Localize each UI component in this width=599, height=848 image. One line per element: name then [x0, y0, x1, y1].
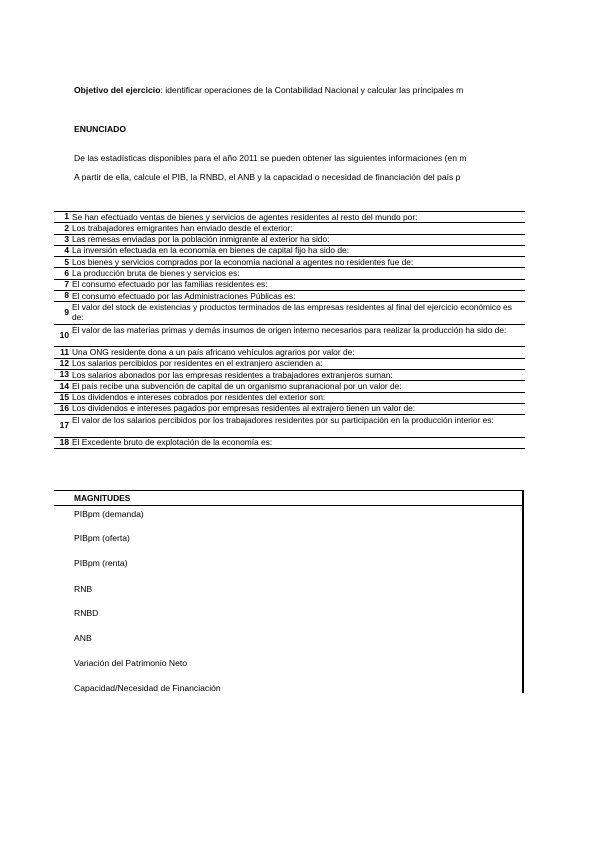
row-text: El Excedente bruto de explotación de la economía es:	[72, 437, 273, 448]
objective-line	[74, 85, 463, 96]
row-number: 14	[59, 380, 69, 391]
row-text: Los dividendos e intereses pagados por empresas residentes al extrajero tienen un valor de:	[72, 403, 416, 414]
table-row	[54, 415, 525, 438]
table-row	[54, 235, 525, 246]
table-row	[54, 268, 525, 279]
magnitude-item: PIBpm (renta)	[74, 558, 128, 568]
magnitudes-right-border	[522, 490, 524, 693]
table-row	[54, 223, 525, 234]
items-table	[54, 211, 525, 449]
row-number: 8	[64, 290, 69, 301]
row-number: 1	[64, 211, 69, 222]
magnitude-item: RNBD	[74, 608, 99, 618]
objective-text: : identificar operaciones de la Contabilidad Nacional y calcular las principales m	[160, 85, 464, 95]
row-text: Los salarios abonados por las empresas residentes a trabajadores extranjeros suman:	[72, 369, 393, 380]
section-title: ENUNCIADO	[74, 124, 127, 134]
row-text: El consumo efectuado por las Administraciones Públicas es:	[72, 291, 296, 301]
row-text: Los salarios percibidos por residentes en el extranjero ascienden a:	[72, 358, 323, 369]
row-text: El consumo efectuado por las familias residentes es:	[72, 279, 268, 290]
table-row	[54, 280, 525, 291]
row-text: El valor de los salarios percibidos por los trabajadores residentes por su participación en la producción interior es:	[72, 415, 494, 426]
row-number: 5	[64, 256, 69, 267]
row-number: 15	[59, 391, 69, 402]
table-row	[54, 246, 525, 257]
magnitude-item: Variación del Patrimonio Neto	[74, 658, 188, 668]
row-number: 18	[59, 437, 69, 448]
row-number: 9	[64, 307, 69, 318]
row-text: Los dividendos e intereses cobrados por residentes del exterior son:	[72, 392, 326, 403]
row-text: El valor del stock de existencias y productos terminados de las empresas residentes al final del ejercicio económico es de:	[72, 302, 512, 322]
row-number: 6	[64, 267, 69, 278]
row-number: 3	[64, 233, 69, 244]
row-text: La producción bruta de bienes y servicios es:	[72, 268, 240, 279]
row-number: 16	[59, 403, 69, 414]
magnitudes-title: MAGNITUDES	[74, 493, 131, 503]
intro-line-2: A partir de ella, calcule el PIB, la RNBD, el ANB y la capacidad o necesidad de financiación del país p	[74, 172, 461, 182]
row-number: 2	[64, 222, 69, 233]
row-text: El valor de las materias primas y demás insumos de origen interno necesarios para realizar la producción ha sido de:	[72, 324, 507, 335]
row-text: El país recibe una subvención de capital de un organismo supranacional por un valor de:	[72, 381, 402, 391]
row-number: 17	[59, 420, 69, 431]
magnitude-item: Capacidad/Necesidad de Financiación	[74, 683, 221, 693]
table-row	[54, 404, 525, 415]
row-number: 12	[59, 358, 69, 369]
row-text: La inversión efectuada en la economía en bienes de capital fijo ha sido de:	[72, 245, 350, 256]
row-number: 7	[64, 279, 69, 290]
table-row	[54, 302, 525, 325]
table-row	[54, 438, 525, 449]
row-text: Los bienes y servicios comprados por la economía nacional a agentes no residentes fue de:	[72, 257, 414, 267]
table-row	[54, 370, 525, 381]
magnitude-item: PIBpm (demanda)	[74, 509, 144, 519]
table-row	[54, 325, 525, 348]
table-row	[54, 359, 525, 370]
magnitudes-header	[54, 490, 523, 506]
row-number: 13	[59, 369, 69, 380]
table-row	[54, 393, 525, 404]
table-row	[54, 347, 525, 358]
row-number: 4	[64, 245, 69, 256]
objective-label: Objetivo del ejercicio	[74, 85, 161, 95]
row-text: Los trabajadores emigrantes han enviado desde el exterior:	[72, 223, 293, 233]
table-row	[54, 257, 525, 268]
table-row	[54, 381, 525, 392]
row-text: Se han efectuado ventas de bienes y servicios de agentes residentes al resto del mundo por:	[72, 212, 418, 222]
row-number: 11	[60, 346, 69, 357]
table-row	[54, 291, 525, 302]
magnitude-item: PIBpm (oferta)	[74, 533, 130, 543]
row-number: 10	[59, 329, 69, 340]
intro-line-1: De las estadísticas disponibles para el año 2011 se pueden obtener las siguientes informaciones (en m	[74, 153, 467, 163]
row-text: Las remesas enviadas por la población inmigrante al exterior ha sido:	[72, 234, 330, 245]
row-text: Una ONG residente dona a un país africano vehículos agrarios por valor de:	[72, 347, 355, 357]
table-row	[54, 212, 525, 223]
magnitude-item: RNB	[74, 584, 93, 594]
magnitude-item: ANB	[74, 633, 92, 643]
